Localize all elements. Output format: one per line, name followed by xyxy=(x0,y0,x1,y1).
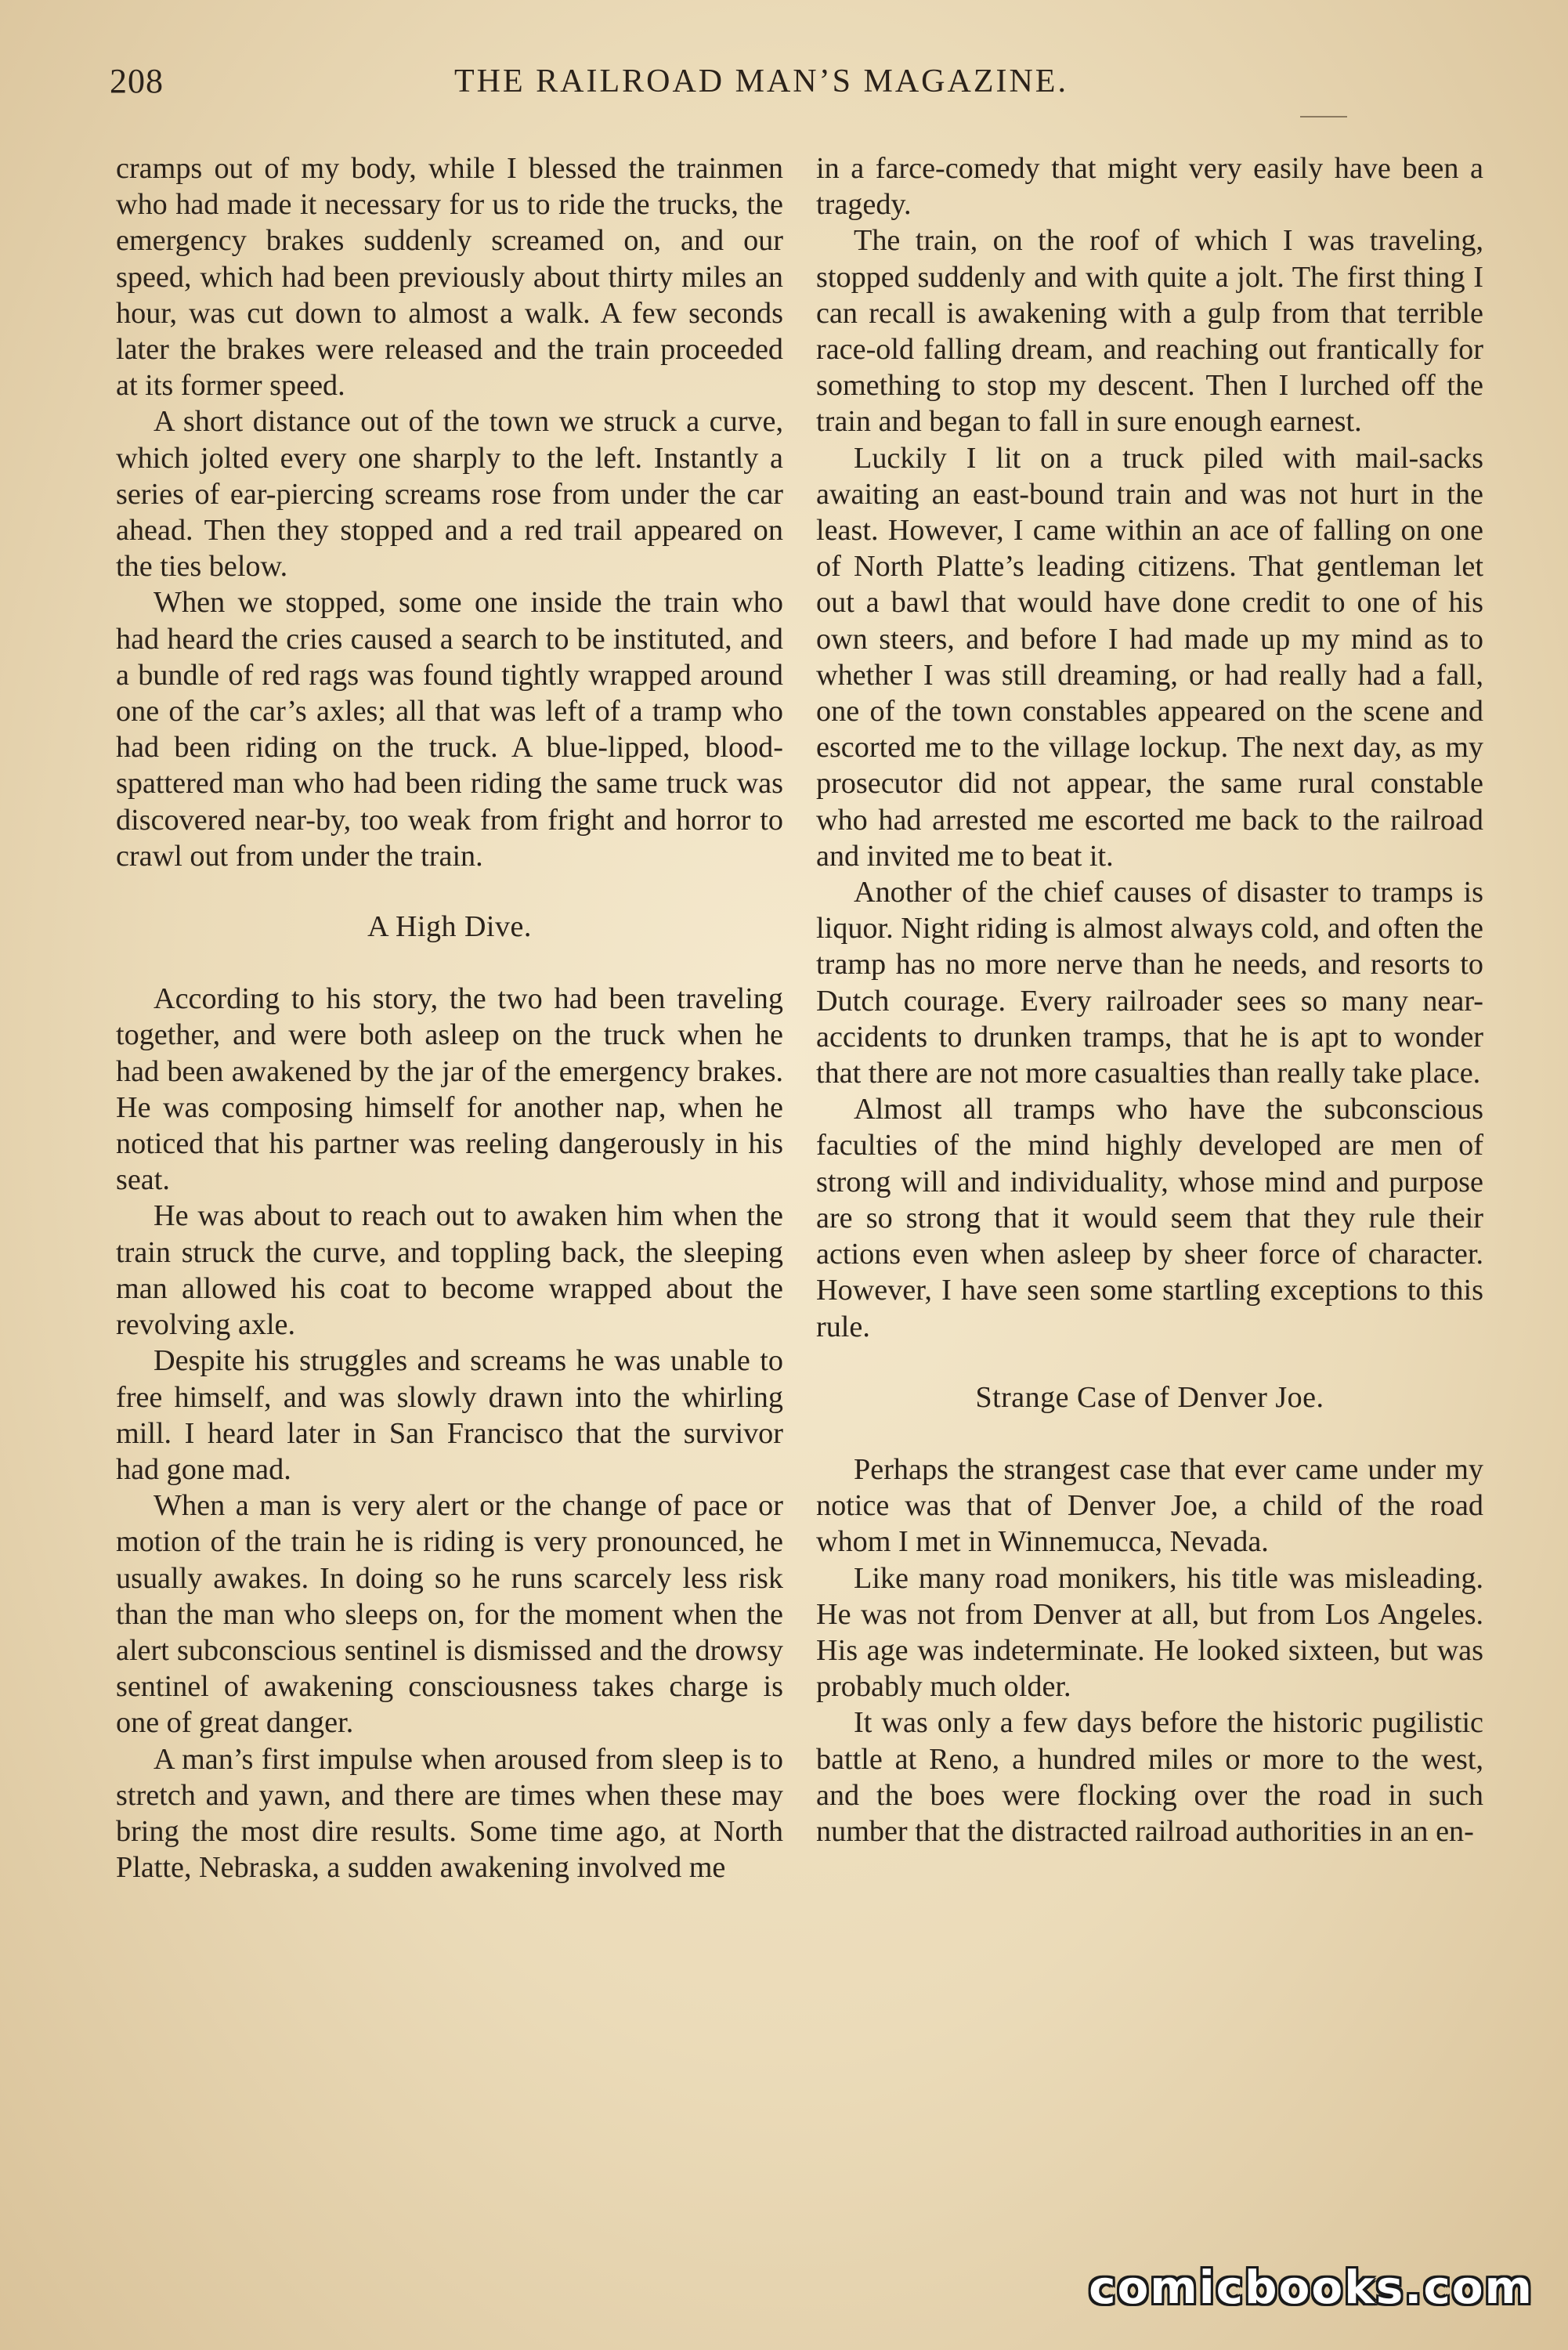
left-paragraph-7: When a man is very alert or the change of pace or motion of the train he is riding is very pronounced, he usually awakes. In doing so he runs scarcely less risk than the man who sleeps on, for the moment when the alert subconscious sentinel is dismissed and the drowsy sentinel of awakening consciousness takes charge is one of great danger. xyxy=(116,1489,783,1740)
left-paragraph-2: A short distance out of the town we struck a curve, which jolted every one sharply to the left. Instantly a series of ear-piercing screams rose from under the car ahead. Then they stopped and a red trail appeared on the ties below. xyxy=(116,405,783,584)
right-paragraph-4: Another of the chief causes of disaster to tramps is liquor. Night riding is almost always cold, and often the tramp has no more nerve than he needs, and resorts to Dutch courage. Every railroader sees so many near-accidents to drunken tramps, that he is apt to wonder that there are not more casualties than really take place. xyxy=(816,876,1483,1090)
left-paragraph-1: cramps out of my body, while I blessed the trainmen who had made it necessary for us to ride the trucks, the emergency brakes suddenly screamed on, and our speed, which had been previously about thirty miles an hour, was cut down to almost a walk. A few seconds later the brakes were released and the train proceeded at its former speed. xyxy=(116,152,783,403)
left-paragraph-5: He was about to reach out to awaken him when the train struck the curve, and toppling back, the sleeping man allowed his coat to become wrapped about the revolving axle. xyxy=(116,1199,783,1342)
right-column xyxy=(816,150,1483,1849)
left-paragraph-6: Despite his struggles and screams he was unable to free himself, and was slowly drawn into the whirling mill. I heard later in San Francisco that the survivor had gone mad. xyxy=(116,1344,783,1486)
right-paragraph-7: Like many road monikers, his title was misleading. He was not from Denver at all, but from Los Angeles. His age was indeterminate. He looked sixteen, but was probably much older. xyxy=(816,1561,1483,1704)
right-paragraph-3: Luckily I lit on a truck piled with mail-sacks awaiting an east-bound train and was not hurt in the least. However, I came within an ace of falling on one of North Platte’s leading citizens. That gentleman let out a bawl that would have done credit to one of his own steers, and before I had made up my mind as to whether I was still dreaming, or had really had a fall, one of the town constables appeared on the scene and escorted me to the village lockup. The next day, as my prosecutor did not appear, the same rural constable who had arrested me escorted me back to the railroad and invited me to beat it. xyxy=(816,441,1483,873)
right-paragraph-2: The train, on the roof of which I was traveling, stopped suddenly and with quite a jolt. The first thing I can recall is awakening with a gulp from that terrible race-old falling dream, and reaching out frantically for something to stop my descent. Then I lurched off the train and began to fall in sure enough earnest. xyxy=(816,224,1483,439)
right-paragraph-1: in a farce-comedy that might very easily have been a tragedy. xyxy=(816,152,1483,222)
left-paragraph-4: According to his story, the two had been traveling together, and were both asleep on the truck when he had been awakened by the jar of the emergency brakes. He was composing himself for another nap, when he noticed that his partner was reeling dangerously in his seat. xyxy=(116,982,783,1197)
right-paragraph-6: Perhaps the strangest case that ever came under my notice was that of Denver Joe, a child of the road whom I met in Winnemucca, Nevada. xyxy=(816,1452,1483,1559)
right-paragraph-8: It was only a few days before the historic pugilistic battle at Reno, a hundred miles or more to the west, and the boes were flocking over the road in such number that the distracted railroad authorities in an en- xyxy=(816,1706,1483,1848)
running-head: THE RAILROAD MAN’S MAGAZINE. xyxy=(454,63,1068,99)
left-column xyxy=(116,150,783,1885)
left-paragraph-8: A man’s first impulse when aroused from sleep is to stretch and yawn, and there are times when these may bring the most dire results. Some time ago, at North Platte, Nebraska, a sudden awakening involved me xyxy=(116,1742,783,1885)
header-rule-mark xyxy=(1300,116,1347,118)
section-heading-denver-joe: Strange Case of Denver Joe. xyxy=(975,1380,1324,1414)
section-heading-high-dive: A High Dive. xyxy=(367,910,532,944)
right-paragraph-5: Almost all tramps who have the subconscious faculties of the mind highly developed are men of strong will and individuality, whose mind and purpose are so strong that it would seem that they rule their actions even when asleep by sheer force of character. However, I have seen some startling exceptions to this rule. xyxy=(816,1093,1483,1343)
site-watermark: comicbooks.com xyxy=(1089,2261,1534,2314)
page-number: 208 xyxy=(110,62,164,100)
left-paragraph-3: When we stopped, some one inside the train who had heard the cries caused a search to be instituted, and a bundle of red rags was found tightly wrapped around one of the car’s axles; all that was left of a tramp who had been riding on the truck. A blue-lipped, blood-spattered man who had been riding the same truck was discovered near-by, too weak from fright and horror to crawl out from under the train. xyxy=(116,586,783,873)
